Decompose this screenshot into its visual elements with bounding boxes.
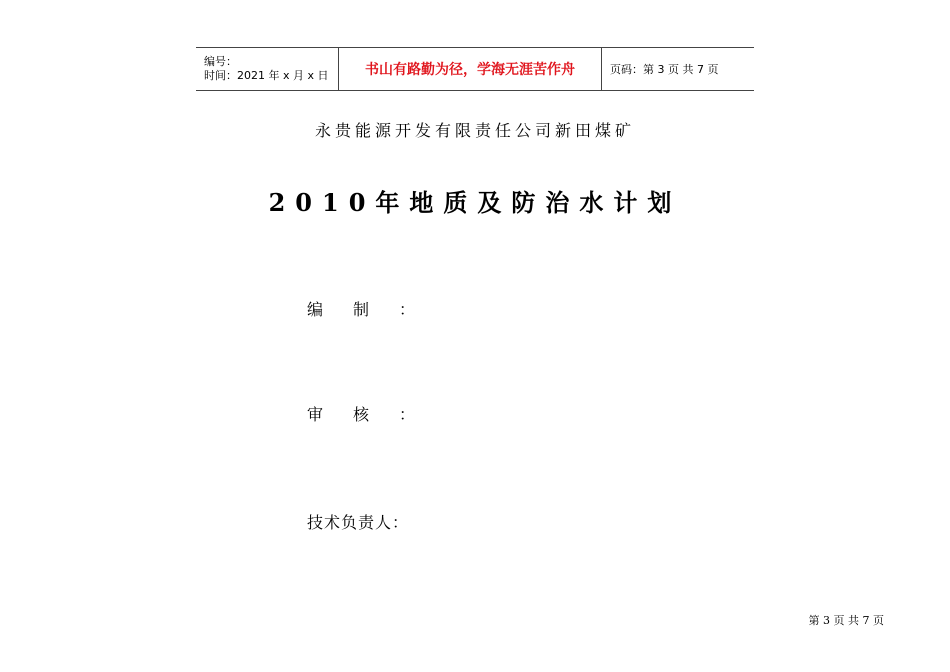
header-motto: 书山有路勤为径，学海无涯苦作舟 xyxy=(365,62,575,78)
header-page-number: 页码：第 3 页 共 7 页 xyxy=(610,63,719,76)
page-header xyxy=(196,47,754,91)
document-title: 2010年地质及防治水计划 xyxy=(268,188,682,217)
tech-lead-field-label: 技术负责人： xyxy=(307,513,410,532)
document-number-label: 编号： xyxy=(204,55,237,68)
footer-page-number: 第 3 页 共 7 页 xyxy=(808,614,884,627)
header-motto-cell xyxy=(338,48,602,90)
review-field-label: 审核： xyxy=(307,405,446,424)
document-date-label: 时间：2021 年 x 月 x 日 xyxy=(204,69,329,82)
header-page-cell xyxy=(602,48,754,90)
company-name: 永贵能源开发有限责任公司新田煤矿 xyxy=(314,121,635,140)
compile-field-label: 编制： xyxy=(307,300,446,319)
header-meta-cell xyxy=(196,48,338,90)
